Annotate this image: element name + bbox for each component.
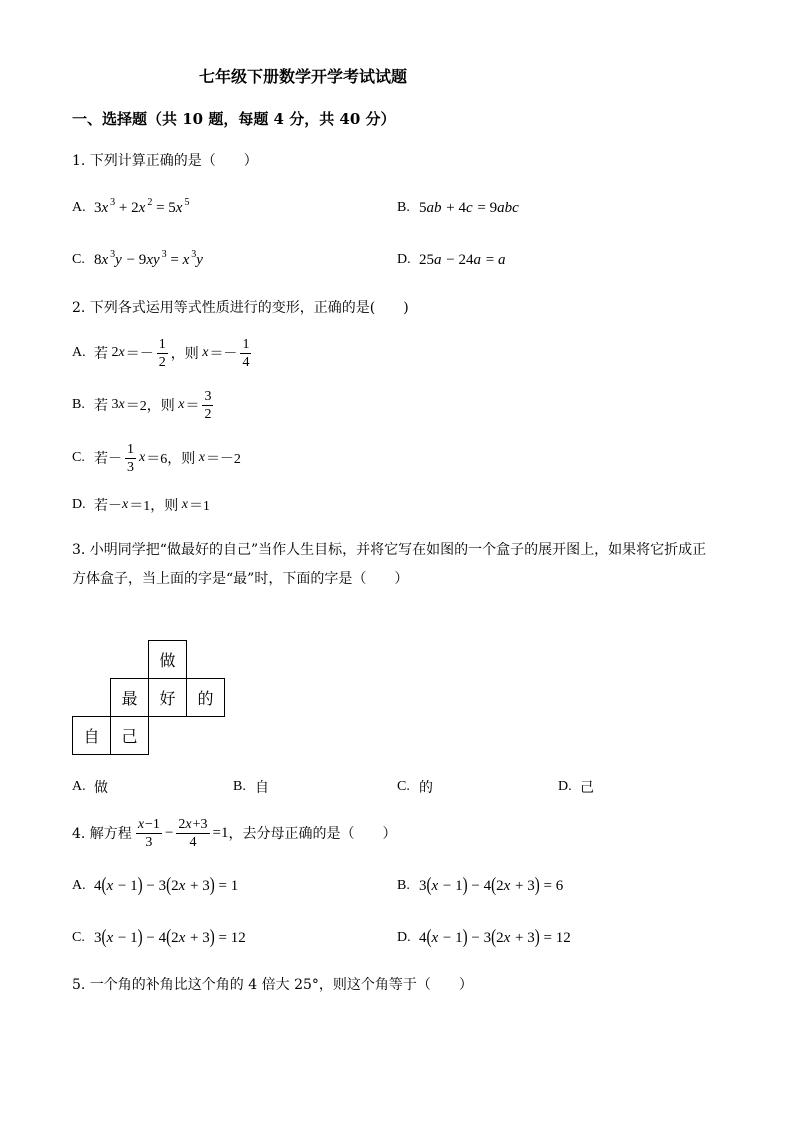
math-operator: = bbox=[481, 251, 498, 268]
math-variable: x bbox=[122, 497, 129, 512]
math-expression bbox=[94, 248, 204, 269]
math-variable: x bbox=[106, 929, 114, 946]
math-expression bbox=[419, 926, 571, 948]
math-variable: x bbox=[118, 345, 125, 360]
math-number: 4 bbox=[242, 354, 250, 370]
option-label: A. bbox=[72, 200, 86, 215]
net-cell: 自 bbox=[72, 716, 111, 755]
math-variable: x bbox=[182, 251, 190, 268]
q1-option-b bbox=[397, 188, 520, 228]
math-variable: x bbox=[185, 816, 192, 832]
math-number: 2 bbox=[496, 877, 504, 894]
option-text: 做 bbox=[94, 780, 108, 796]
math-term: = 9 bbox=[473, 199, 498, 216]
math-variable: xy bbox=[146, 251, 160, 268]
math-variable: a bbox=[473, 251, 481, 268]
option-label: C. bbox=[397, 779, 410, 794]
math-term: − 4 bbox=[467, 877, 492, 894]
math-term: +3 bbox=[192, 816, 208, 832]
option-text: 若－ bbox=[94, 452, 122, 467]
math-term: + 3 bbox=[511, 929, 535, 946]
math-paren: ) bbox=[462, 874, 468, 896]
math-number: 1 bbox=[127, 441, 134, 457]
question-stem bbox=[72, 964, 473, 1004]
math-paren: ( bbox=[166, 926, 172, 948]
math-term: = 6 bbox=[539, 877, 564, 894]
math-paren: ) bbox=[534, 926, 540, 948]
option-text: ＝6，则 bbox=[146, 452, 199, 467]
q2-option-a bbox=[72, 333, 254, 373]
math-term: − 1 bbox=[114, 929, 138, 946]
math-term: = 5 bbox=[152, 199, 176, 216]
option-text: ＝－2 bbox=[205, 452, 241, 467]
question-stem-text: 4. 解方程 bbox=[72, 826, 132, 842]
math-operator: ＝ bbox=[185, 399, 200, 414]
math-paren: ( bbox=[491, 874, 497, 896]
option-label: A. bbox=[72, 779, 86, 794]
math-number: 3 bbox=[94, 929, 102, 946]
q2-option-b bbox=[72, 385, 216, 425]
math-number: 3 bbox=[111, 397, 119, 412]
math-term: + 3 bbox=[186, 877, 210, 894]
fraction-denominator bbox=[176, 834, 209, 850]
math-variable: x bbox=[101, 199, 109, 216]
math-number: 2 bbox=[496, 929, 504, 946]
math-number: 2 bbox=[171, 877, 179, 894]
math-expression bbox=[419, 874, 564, 896]
math-paren: ) bbox=[462, 926, 468, 948]
math-number: 5 bbox=[419, 199, 427, 216]
math-term: + 3 bbox=[186, 929, 210, 946]
math-variable: abc bbox=[497, 199, 519, 216]
option-label: A. bbox=[72, 345, 86, 360]
math-number: 2 bbox=[178, 816, 186, 832]
fraction-denominator bbox=[240, 354, 251, 370]
option-text: 若－ bbox=[94, 499, 122, 514]
math-variable: x bbox=[138, 199, 146, 216]
option-label: C. bbox=[72, 930, 85, 945]
math-variable: x bbox=[118, 397, 125, 412]
q2-option-d bbox=[72, 485, 210, 525]
fraction-numerator bbox=[176, 817, 209, 834]
fraction bbox=[136, 817, 162, 850]
q2-option-c bbox=[72, 438, 241, 478]
math-expression bbox=[94, 874, 239, 896]
math-term: − 3 bbox=[467, 929, 492, 946]
fraction-denominator bbox=[202, 406, 213, 422]
math-number: 3 bbox=[145, 834, 153, 850]
math-term: − 1 bbox=[114, 877, 138, 894]
question-stem bbox=[72, 287, 409, 327]
math-number: 4 bbox=[419, 929, 427, 946]
math-variable: x bbox=[101, 251, 109, 268]
math-variable: x bbox=[106, 877, 114, 894]
section-heading bbox=[72, 98, 396, 138]
math-paren: ( bbox=[491, 926, 497, 948]
math-paren: ( bbox=[166, 874, 172, 896]
math-operator: = bbox=[166, 251, 183, 268]
math-number: 4 bbox=[189, 834, 197, 850]
option-label: B. bbox=[397, 878, 410, 893]
math-exponent: 3 bbox=[110, 248, 116, 260]
math-term: =1 bbox=[212, 824, 229, 841]
math-term: − 24 bbox=[442, 251, 474, 268]
math-variable: ab bbox=[426, 199, 442, 216]
question-stem-line-2 bbox=[72, 558, 408, 598]
math-number: 2 bbox=[171, 929, 179, 946]
math-exponent: 3 bbox=[161, 248, 167, 260]
q1-option-a bbox=[72, 188, 189, 228]
q4-option-d bbox=[397, 918, 571, 958]
math-paren: ) bbox=[534, 874, 540, 896]
math-expression bbox=[419, 252, 506, 269]
math-number: 3 bbox=[204, 388, 212, 404]
q1-option-c bbox=[72, 240, 204, 280]
net-cell: 己 bbox=[110, 716, 149, 755]
math-variable: a bbox=[434, 251, 442, 268]
fraction-denominator bbox=[157, 354, 168, 370]
math-variable: x bbox=[178, 397, 185, 412]
math-variable: x bbox=[503, 929, 511, 946]
net-cell: 最 bbox=[110, 678, 149, 717]
math-term: + 3 bbox=[511, 877, 535, 894]
fraction-numerator bbox=[125, 442, 136, 459]
math-term: = 1 bbox=[214, 877, 239, 894]
math-variable: y bbox=[196, 251, 203, 268]
option-label: B. bbox=[233, 779, 246, 794]
option-label: C. bbox=[72, 450, 85, 465]
fraction-denominator bbox=[136, 834, 162, 850]
math-exponent: 2 bbox=[147, 196, 153, 208]
math-paren: ) bbox=[209, 926, 215, 948]
math-number: 25 bbox=[419, 251, 434, 268]
math-variable: x bbox=[178, 929, 186, 946]
math-variable: x bbox=[431, 929, 439, 946]
math-number: 2 bbox=[111, 345, 119, 360]
math-variable: x bbox=[202, 345, 209, 360]
question-stem bbox=[72, 813, 397, 853]
math-variable: x bbox=[175, 199, 183, 216]
math-number: 4 bbox=[94, 877, 102, 894]
option-label: B. bbox=[397, 200, 410, 215]
fraction bbox=[125, 442, 136, 475]
math-paren: ) bbox=[137, 874, 143, 896]
q3-option-c bbox=[397, 767, 433, 807]
page-title bbox=[199, 55, 407, 95]
fraction-numerator bbox=[136, 817, 162, 834]
option-text: ＝1，则 bbox=[129, 499, 182, 514]
option-label: B. bbox=[72, 397, 85, 412]
fraction bbox=[202, 389, 213, 422]
net-cell: 的 bbox=[186, 678, 225, 717]
q3-option-a bbox=[72, 767, 108, 807]
q3-option-d bbox=[558, 767, 594, 807]
question-stem-text: 方体盒子，当上面的字是“最”时，下面的字是（ ） bbox=[72, 571, 409, 587]
math-term: = 12 bbox=[214, 929, 246, 946]
math-term: − 1 bbox=[439, 929, 463, 946]
question-stem-text: ，去分母正确的是（ ） bbox=[228, 826, 397, 842]
fraction-numerator bbox=[240, 337, 251, 354]
section-heading-text: 一、选择题（共 10 题，每题 4 分，共 40 分） bbox=[72, 109, 396, 128]
math-operator: ＝－ bbox=[125, 347, 154, 362]
q4-option-b bbox=[397, 866, 563, 906]
math-number: 3 bbox=[419, 877, 427, 894]
fraction-denominator bbox=[125, 459, 136, 475]
math-variable: x bbox=[178, 877, 186, 894]
q4-option-c bbox=[72, 918, 246, 958]
option-label: D. bbox=[558, 779, 572, 794]
math-paren: ( bbox=[426, 874, 432, 896]
question-stem-text: 3. 小明同学把“做最好的自己”当作人生目标，并将它写在如图的一个盒子的展开图上，如果将它折成正 bbox=[72, 542, 707, 558]
math-number: 1 bbox=[158, 336, 166, 352]
q1-option-d bbox=[397, 240, 506, 280]
math-operator: ＝－ bbox=[209, 347, 238, 362]
fraction bbox=[157, 337, 168, 370]
net-cell: 做 bbox=[148, 640, 187, 679]
question-stem bbox=[72, 140, 258, 180]
math-term: + 2 bbox=[115, 199, 139, 216]
option-text: 己 bbox=[580, 780, 594, 796]
option-text: ＝1 bbox=[188, 499, 210, 514]
option-content bbox=[94, 389, 216, 422]
math-number: 3 bbox=[127, 459, 134, 475]
math-number: 8 bbox=[94, 251, 102, 268]
math-exponent: 5 bbox=[184, 196, 190, 208]
option-label: D. bbox=[397, 930, 411, 945]
math-paren: ) bbox=[137, 926, 143, 948]
math-operator: − bbox=[164, 824, 174, 841]
math-expression bbox=[94, 926, 246, 948]
option-content bbox=[94, 442, 241, 475]
net-cell: 好 bbox=[148, 678, 187, 717]
math-variable: x bbox=[503, 877, 511, 894]
math-number: 2 bbox=[158, 354, 166, 370]
math-number: 3 bbox=[94, 199, 102, 216]
math-variable: x bbox=[431, 877, 439, 894]
math-term: + 4 bbox=[442, 199, 466, 216]
math-exponent: 3 bbox=[191, 248, 197, 260]
math-paren: ( bbox=[426, 926, 432, 948]
question-stem-text: 1. 下列计算正确的是（ ） bbox=[72, 153, 258, 169]
math-paren: ( bbox=[101, 926, 107, 948]
math-term: = 12 bbox=[539, 929, 571, 946]
math-variable: a bbox=[497, 251, 506, 268]
q4-option-a bbox=[72, 866, 238, 906]
math-number: 1 bbox=[242, 336, 250, 352]
option-content bbox=[94, 495, 210, 515]
math-term: − 1 bbox=[439, 877, 463, 894]
option-label: A. bbox=[72, 878, 86, 893]
math-variable: x bbox=[198, 450, 205, 465]
math-term: −1 bbox=[145, 816, 160, 832]
math-exponent: 3 bbox=[110, 196, 116, 208]
q3-option-b bbox=[233, 767, 269, 807]
option-label: D. bbox=[397, 252, 411, 267]
option-text: ，则 bbox=[170, 347, 203, 362]
option-text: 的 bbox=[419, 780, 433, 796]
math-expression bbox=[419, 200, 520, 217]
fraction bbox=[176, 817, 209, 850]
math-variable: c bbox=[465, 199, 473, 216]
math-paren: ( bbox=[101, 874, 107, 896]
page-title-text: 七年级下册数学开学考试试题 bbox=[199, 66, 408, 86]
math-variable: x bbox=[139, 450, 146, 465]
option-content bbox=[94, 337, 254, 370]
option-text: 自 bbox=[255, 780, 269, 796]
math-variable: x bbox=[181, 497, 188, 512]
fraction-numerator bbox=[202, 389, 213, 406]
math-term: − 9 bbox=[122, 251, 147, 268]
question-stem-text: 2. 下列各式运用等式性质进行的变形，正确的是( ) bbox=[72, 300, 409, 316]
option-label: C. bbox=[72, 252, 85, 267]
math-term: − 4 bbox=[142, 929, 167, 946]
option-text: 若 bbox=[94, 347, 112, 362]
fraction-numerator bbox=[157, 337, 168, 354]
option-text: ＝2，则 bbox=[125, 399, 179, 414]
math-variable: y bbox=[115, 251, 122, 268]
math-variable: x bbox=[137, 816, 145, 832]
math-expression bbox=[94, 196, 190, 217]
math-term: − 3 bbox=[142, 877, 167, 894]
math-paren: ) bbox=[209, 874, 215, 896]
option-text: 若 bbox=[94, 399, 112, 414]
question-stem-text: 5. 一个角的补角比这个角的 4 倍大 25°，则这个角等于（ ） bbox=[72, 977, 473, 993]
option-label: D. bbox=[72, 497, 86, 512]
math-number: 2 bbox=[204, 406, 212, 422]
fraction bbox=[240, 337, 251, 370]
